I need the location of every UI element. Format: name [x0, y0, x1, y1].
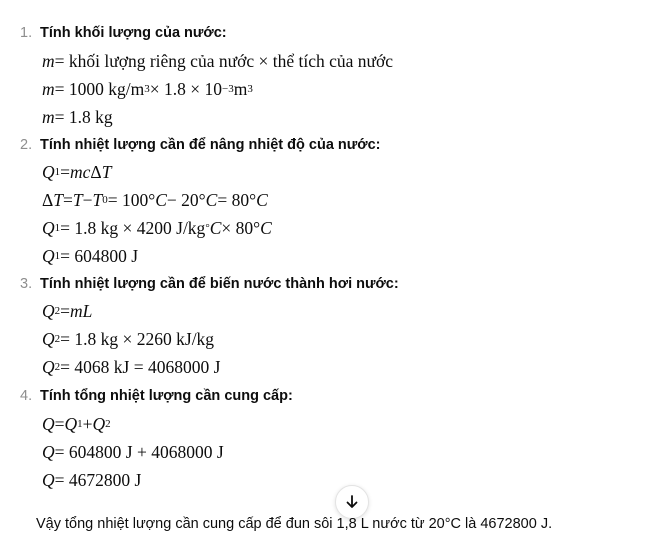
- formula-line: Q 2 = 1.8 kg × 2260 kJ/kg: [42, 328, 215, 349]
- formula-line: Δ T = T − T 0 = 100° C − 20° C = 80° C: [42, 189, 268, 210]
- step-number: 4.: [20, 388, 33, 404]
- formula-line: Q = Q 1 + Q 2: [42, 413, 111, 434]
- formula-line: m = 1000 kg/m 3 × 1.8 × 10 −3 m 3: [42, 78, 253, 99]
- arrow-down-icon: [344, 494, 360, 510]
- step-title: Tính khối lượng của nước:: [40, 25, 227, 41]
- formula-line: Q = 604800 J + 4068000 J: [42, 441, 224, 462]
- formula-line: m = 1.8 kg: [42, 106, 113, 127]
- formula-line: Q 1 = 1.8 kg × 4200 J/kg ° C × 80° C: [42, 217, 272, 238]
- formula-line: Q 2 = mL: [42, 300, 93, 321]
- step-title: Tính nhiệt lượng cần để biến nước thành hơi nước:: [40, 276, 399, 292]
- step-number: 3.: [20, 276, 33, 292]
- formula-line: Q 1 = mc Δ T: [42, 161, 112, 182]
- step-title: Tính tổng nhiệt lượng cần cung cấp:: [40, 388, 293, 404]
- conclusion-text: Vậy tổng nhiệt lượng cần cung cấp để đun sôi 1,8 L nước từ 20°C là 4672800 J.: [36, 516, 553, 532]
- formula-line: m = khối lượng riêng của nước × thể tích của nước: [42, 50, 394, 71]
- scroll-to-bottom-button[interactable]: [335, 485, 369, 519]
- formula-line: Q 2 = 4068 kJ = 4068000 J: [42, 356, 221, 377]
- formula-line: Q = 4672800 J: [42, 469, 142, 490]
- step-title: Tính nhiệt lượng cần để nâng nhiệt độ của nước:: [40, 137, 381, 153]
- formula-line: Q 1 = 604800 J: [42, 245, 139, 266]
- step-number: 2.: [20, 137, 33, 153]
- step-number: 1.: [20, 25, 33, 41]
